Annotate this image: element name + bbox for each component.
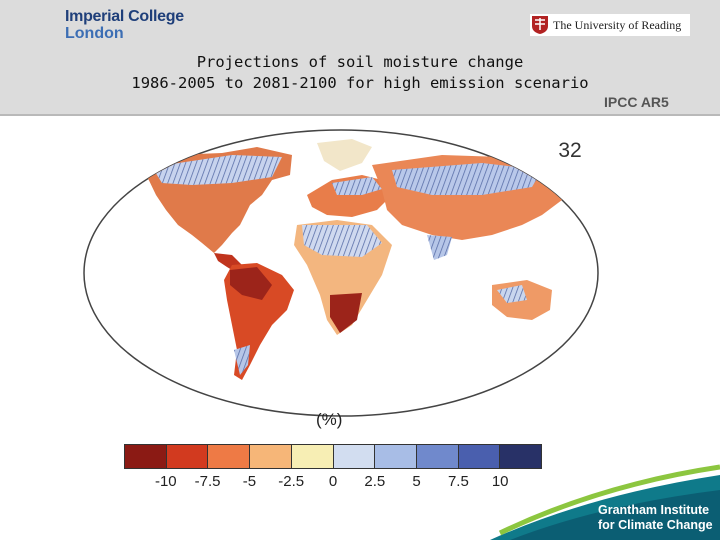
colorbar-segment	[167, 445, 209, 468]
colorbar-segment	[417, 445, 459, 468]
colorbar-segment	[125, 445, 167, 468]
colorbar-segment	[250, 445, 292, 468]
reading-logo-text: The University of Reading	[553, 17, 682, 32]
header-bar	[0, 0, 720, 116]
colorbar	[124, 444, 542, 469]
colorbar-tick-label: -5	[242, 473, 257, 490]
imperial-college-logo	[65, 8, 184, 42]
colorbar-tick-label: -7.5	[194, 473, 221, 490]
colorbar-segment	[375, 445, 417, 468]
colorbar-tick-label: 2.5	[364, 473, 386, 490]
university-of-reading-logo	[530, 14, 690, 36]
world-map	[82, 125, 600, 425]
colorbar-tick-label: 10	[491, 473, 509, 490]
colorbar-segment	[292, 445, 334, 468]
colorbar-tick-label: -2.5	[278, 473, 305, 490]
colorbar-ticks	[124, 473, 542, 493]
colorbar-segment	[334, 445, 376, 468]
colorbar-tick-label: -10	[154, 473, 177, 490]
soil-moisture-map	[82, 125, 600, 425]
imperial-logo-line2: London	[65, 25, 124, 42]
imperial-logo-line1: Imperial College	[65, 8, 184, 25]
colorbar-tick-label: 7.5	[447, 473, 469, 490]
source-label: IPCC AR5	[604, 94, 669, 110]
colorbar-unit-label: (%)	[316, 410, 343, 429]
slide-title	[60, 52, 660, 94]
grantham-logo-text	[598, 503, 713, 533]
colorbar-segment	[208, 445, 250, 468]
colorbar-tick-label: 0	[328, 473, 338, 490]
title-line-1: Projections of soil moisture change	[196, 53, 524, 71]
title-line-2: 1986-2005 to 2081-2100 for high emission scenario	[131, 74, 589, 92]
grantham-line2: for Climate Change	[598, 518, 713, 532]
reading-crest-icon	[532, 16, 548, 34]
panel-number: 32	[558, 139, 582, 162]
colorbar-tick-label: 5	[412, 473, 421, 490]
grantham-line1: Grantham Institute	[598, 503, 710, 517]
